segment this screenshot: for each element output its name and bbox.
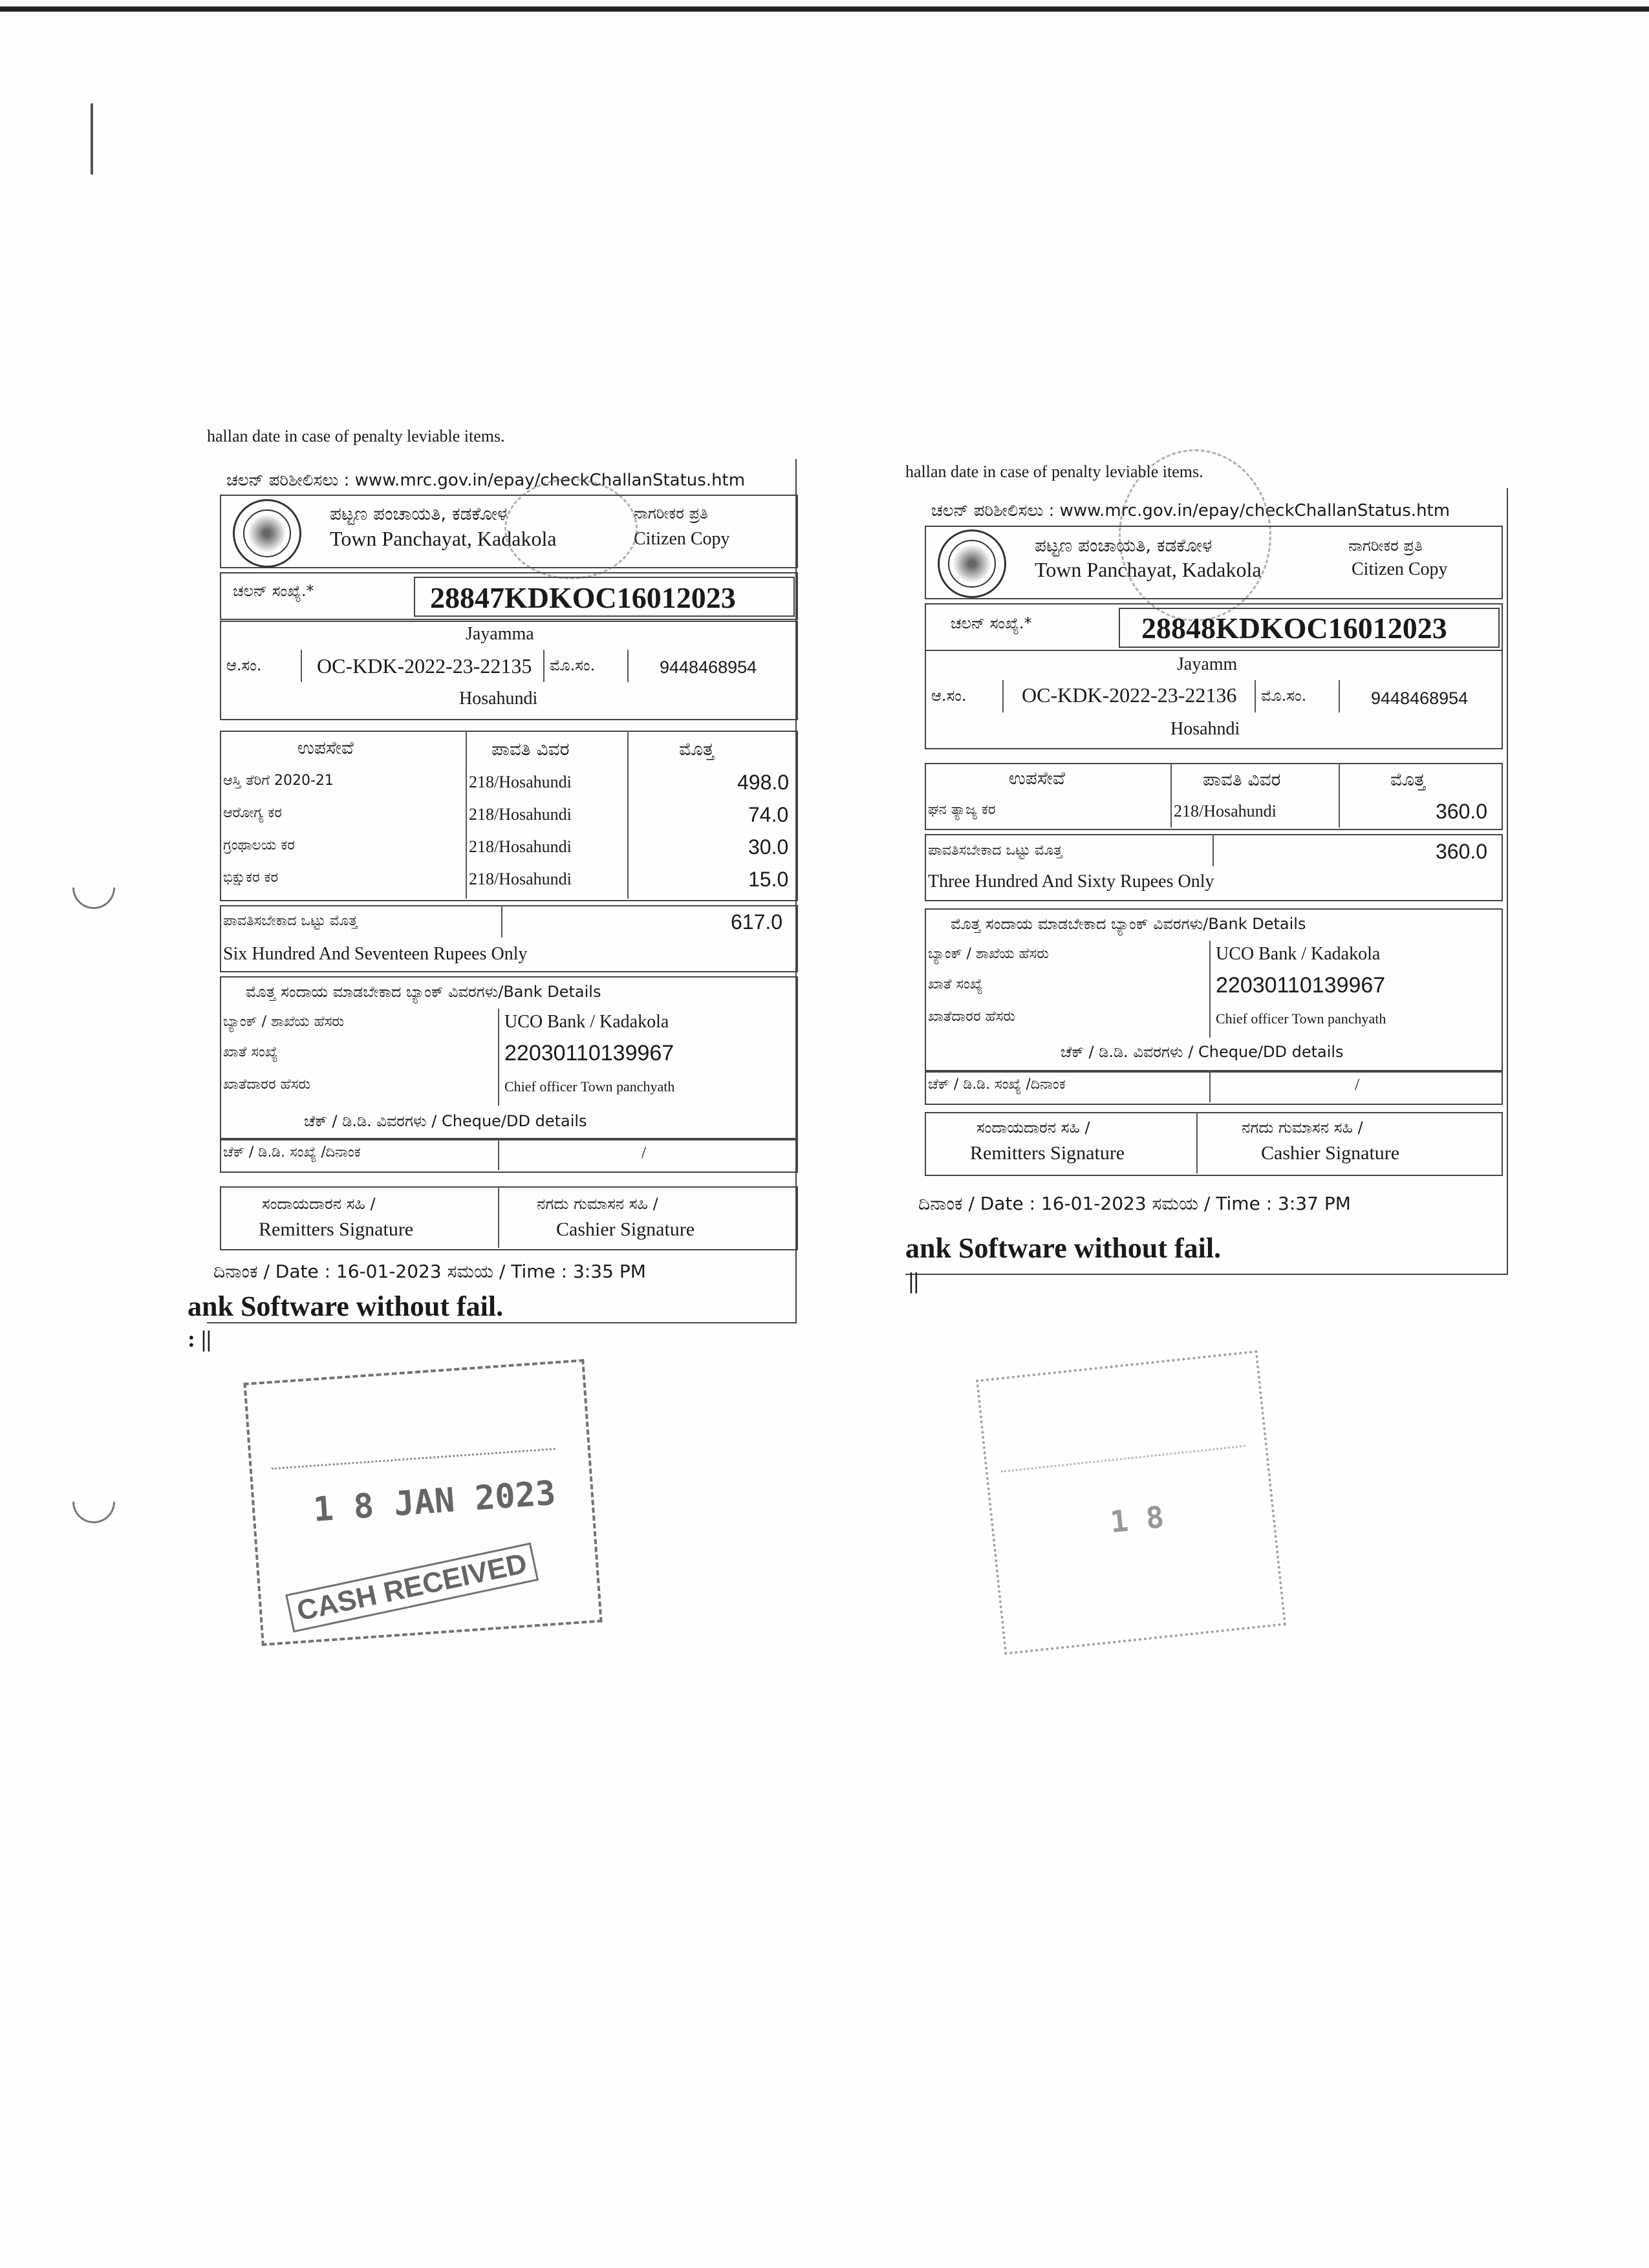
item-receipt: 218/Hosahundi	[469, 805, 572, 824]
office-name-kn: ಪಟ್ಟಣ ಪಂಚಾಯತಿ, ಕಡಕೋಳ	[330, 503, 508, 524]
divider	[1209, 941, 1211, 1038]
round-stamp-impression	[504, 478, 638, 579]
item-service: ಗ್ರಂಥಾಲಯ ಕರ	[223, 837, 295, 853]
divider	[301, 650, 302, 682]
footer-note-left: ank Software without fail.	[188, 1290, 504, 1322]
verify-url: ಚಲನ್ ಪರಿಶೀಲಿಸಲು : www.mrc.gov.in/epay/checkChallanStatus.htm	[226, 471, 746, 490]
bank-divider	[220, 1070, 795, 1071]
table-row-divider	[925, 795, 1500, 797]
office-name-kn: ಪಟ್ಟಣ ಪಂಚಾಯತಿ, ಕಡಕೋಳ	[1035, 535, 1212, 556]
copy-type-kn: ನಾಗರೀಕರ ಪ್ರತಿ	[1348, 537, 1423, 555]
copy-type-kn: ನಾಗರೀಕರ ಪ್ರತಿ	[634, 504, 708, 522]
mobile-label: ಮೊ.ಸಂ.	[550, 656, 596, 674]
divider	[1255, 680, 1256, 712]
account-number: 22030110139967	[504, 1041, 674, 1065]
divider	[466, 731, 467, 899]
payer-name: Jayamma	[466, 624, 534, 644]
account-number-label: ಖಾತೆ ಸಂಖ್ಯೆ	[223, 1044, 278, 1060]
table-row-divider	[220, 766, 795, 767]
account-holder: Chief officer Town panchyath	[504, 1078, 675, 1095]
bank-divider	[220, 1009, 795, 1010]
account-number: 22030110139967	[1216, 973, 1386, 998]
bank-stamp-right	[976, 1350, 1286, 1654]
payer-row-divider	[220, 682, 795, 683]
footer-note-right: ank Software without fail.	[905, 1232, 1222, 1264]
divider	[1002, 680, 1004, 712]
payer-row-divider	[925, 712, 1500, 714]
remitter-signature-label-kn: ಸಂದಾಯದಾರನ ಸಹಿ /	[262, 1195, 376, 1213]
cheque-number-label: ಚೆಕ್ / ಡಿ.ಡಿ. ಸಂಖ್ಯೆ /ದಿನಾಂಕ	[223, 1144, 361, 1161]
assessment-number: OC-KDK-2022-23-22135	[317, 654, 532, 678]
divider	[1212, 834, 1214, 866]
remitter-signature-label: Remitters Signature	[970, 1142, 1125, 1164]
stamp-date: 1 8 JAN 2023	[312, 1473, 557, 1530]
table-row-divider	[220, 863, 795, 864]
verify-url: ಚಲನ್ ಪರಿಶೀಲಿಸಲು : www.mrc.gov.in/epay/checkChallanStatus.htm	[931, 501, 1450, 520]
item-service: ಆರೋಗ್ಯ ಕರ	[223, 805, 282, 821]
divider	[498, 1186, 499, 1248]
bank-divider	[925, 970, 1500, 971]
scan-top-edge	[0, 6, 1649, 12]
table-row-divider	[220, 831, 795, 832]
cheque-number-label: ಚೆಕ್ / ಡಿ.ಡಿ. ಸಂಖ್ಯೆ /ದಿನಾಂಕ	[928, 1076, 1066, 1093]
cheque-details-header: ಚೆಕ್ / ಡಿ.ಡಿ. ವಿವರಗಳು / Cheque/DD details	[304, 1112, 587, 1130]
village-name: Hosahundi	[459, 689, 538, 709]
divider	[627, 731, 629, 899]
divider	[498, 1138, 499, 1170]
bank-name: UCO Bank / Kadakola	[504, 1012, 669, 1032]
office-name-en: Town Panchayat, Kadakola	[330, 527, 557, 550]
total-amount: 360.0	[1436, 840, 1488, 863]
office-name-en: Town Panchayat, Kadakola	[1035, 558, 1262, 581]
mobile-number: 9448468954	[660, 658, 757, 677]
item-amount: 360.0	[1436, 800, 1488, 823]
total-in-words: Six Hundred And Seventeen Rupees Only	[223, 944, 528, 964]
account-holder-label: ಖಾತೆದಾರರ ಹೆಸರು	[223, 1076, 311, 1093]
mobile-label: ಮೊ.ಸಂ.	[1261, 687, 1307, 705]
karnataka-emblem-icon	[233, 499, 301, 568]
as-label: ಆ.ಸಂ.	[226, 656, 262, 674]
karnataka-emblem-icon	[938, 530, 1006, 598]
bank-divider	[220, 1106, 795, 1107]
account-number-label: ಖಾತೆ ಸಂಖ್ಯೆ	[928, 976, 983, 992]
penalty-note: hallan date in case of penalty leviable items.	[905, 462, 1203, 481]
item-receipt: 218/Hosahundi	[1174, 802, 1277, 820]
account-holder-label: ಖಾತೆದಾರರ ಹೆಸರು	[928, 1009, 1016, 1025]
item-receipt: 218/Hosahundi	[469, 870, 572, 888]
cashier-signature-label: Cashier Signature	[556, 1219, 695, 1240]
remitter-signature-label-kn: ಸಂದಾಯದಾರನ ಸಹಿ /	[976, 1118, 1090, 1137]
item-receipt: 218/Hosahundi	[469, 773, 572, 791]
cheque-number-value: /	[641, 1143, 647, 1162]
cheque-details-header: ಚೆಕ್ / ಡಿ.ಡಿ. ವಿವರಗಳು / Cheque/DD details	[1061, 1043, 1344, 1061]
penalty-note: hallan date in case of penalty leviable items.	[207, 427, 505, 445]
item-service: ಭಿಕ್ಷುಕರ ಕರ	[223, 870, 279, 886]
item-receipt: 218/Hosahundi	[469, 837, 572, 856]
copy-type-en: Citizen Copy	[634, 529, 730, 549]
divider	[498, 1009, 499, 1106]
punch-hole-top	[63, 857, 124, 917]
cashier-signature-label-kn: ನಗದು ಗುಮಾಸನ ಸಹಿ /	[1242, 1118, 1363, 1137]
total-amount: 617.0	[731, 910, 783, 934]
total-divider	[220, 937, 795, 939]
total-label: ಪಾವತಿಸಬೇಕಾದ ಒಟ್ಟು ಮೊತ್ತ	[223, 913, 358, 929]
challan-number: 28848KDKOC16012023	[1141, 612, 1447, 645]
cashier-signature-label: Cashier Signature	[1261, 1142, 1400, 1164]
stamp-cash-received: CASH RECEIVED	[285, 1543, 539, 1632]
bank-details-header: ಮೊತ್ತ ಸಂದಾಯ ಮಾಡಬೇಕಾದ ಬ್ಯಾಂಕ್ ವಿವರಗಳು/Bank Details	[246, 983, 601, 1001]
stamp-date: 1 8	[1108, 1499, 1166, 1540]
footer-mark-left: : ||	[188, 1326, 211, 1352]
bank-name: UCO Bank / Kadakola	[1216, 944, 1381, 964]
date-time-line: ದಿನಾಂಕ / Date : 16-01-2023 ಸಮಯ / Time : 3:37 PM	[918, 1193, 1351, 1214]
item-service: ಘನ ತ್ಯಾಜ್ಯ ಕರ	[928, 802, 996, 818]
remitter-signature-label: Remitters Signature	[259, 1219, 414, 1240]
divider	[1196, 1112, 1198, 1173]
account-holder: Chief officer Town panchyath	[1216, 1011, 1386, 1027]
total-in-words: Three Hundred And Sixty Rupees Only	[928, 872, 1214, 892]
footer-mark-right: ||	[909, 1268, 919, 1294]
cheque-number-value: /	[1355, 1075, 1360, 1094]
challan-number-label: ಚಲನ್ ಸಂಖ್ಯೆ.*	[951, 614, 1032, 632]
bank-stamp-left	[243, 1359, 602, 1646]
bank-divider	[925, 941, 1500, 942]
item-amount: 498.0	[737, 771, 790, 794]
table-row-divider	[220, 798, 795, 800]
divider	[1209, 1070, 1211, 1102]
assessment-number: OC-KDK-2022-23-22136	[1022, 683, 1237, 707]
cashier-signature-label-kn: ನಗದು ಗುಮಾಸನ ಸಹಿ /	[537, 1195, 658, 1213]
date-time-line: ದಿನಾಂಕ / Date : 16-01-2023 ಸಮಯ / Time : 3:35 PM	[213, 1261, 646, 1282]
bank-details-header: ಮೊತ್ತ ಸಂದಾಯ ಮಾಡಬೇಕಾದ ಬ್ಯಾಂಕ್ ವಿವರಗಳು/Bank Details	[951, 915, 1306, 933]
col-service-header: ಉಪಸೇವೆ	[297, 737, 354, 758]
item-amount: 74.0	[748, 803, 789, 826]
col-service-header: ಉಪಸೇವೆ	[1009, 767, 1066, 789]
bank-name-label: ಬ್ಯಾಂಕ್ / ಶಾಖೆಯ ಹೆಸರು	[928, 946, 1050, 962]
col-total-header: ಮೊತ್ತ	[679, 738, 715, 760]
bank-divider	[925, 1038, 1500, 1039]
item-service: ಆಸ್ತಿ ತೆರಿಗೆ 2020-21	[223, 773, 334, 789]
as-label: ಆ.ಸಂ.	[931, 687, 967, 705]
copy-type-en: Citizen Copy	[1352, 559, 1448, 579]
payer-name: Jayamm	[1177, 654, 1238, 674]
mobile-number: 9448468954	[1371, 689, 1469, 708]
divider	[501, 905, 502, 937]
bank-divider	[220, 1038, 795, 1039]
round-stamp-impression	[1119, 449, 1271, 621]
total-divider	[925, 866, 1500, 868]
payer-row-divider	[925, 679, 1500, 680]
col-receipt-header: ಪಾವತಿ ವಿವರ	[491, 738, 570, 760]
stamp-bank-text	[266, 1377, 555, 1470]
payer-row-divider	[220, 648, 795, 650]
total-label: ಪಾವತಿಸಬೇಕಾದ ಒಟ್ಟು ಮೊತ್ತ	[928, 842, 1062, 859]
divider	[543, 650, 544, 682]
challan-right	[905, 462, 1513, 1303]
village-name: Hosahndi	[1170, 719, 1240, 739]
item-amount: 15.0	[748, 868, 789, 891]
challan-number: 28847KDKOC16012023	[430, 581, 736, 614]
col-receipt-header: ಪಾವತಿ ವಿವರ	[1203, 769, 1281, 790]
bank-divider	[925, 1002, 1500, 1003]
col-total-header: ಮೊತ್ತ	[1390, 769, 1426, 790]
bank-name-label: ಬ್ಯಾಂಕ್ / ಶಾಖೆಯ ಹೆಸರು	[223, 1014, 345, 1030]
challan-number-label: ಚಲನ್ ಸಂಖ್ಯೆ.*	[233, 582, 314, 600]
divider	[1339, 680, 1340, 712]
divider	[627, 650, 629, 682]
margin-mark	[91, 103, 93, 175]
punch-hole-bottom	[63, 1471, 124, 1532]
challan-left	[207, 427, 802, 1364]
item-amount: 30.0	[748, 835, 789, 859]
stamp-bank-text	[993, 1368, 1245, 1473]
